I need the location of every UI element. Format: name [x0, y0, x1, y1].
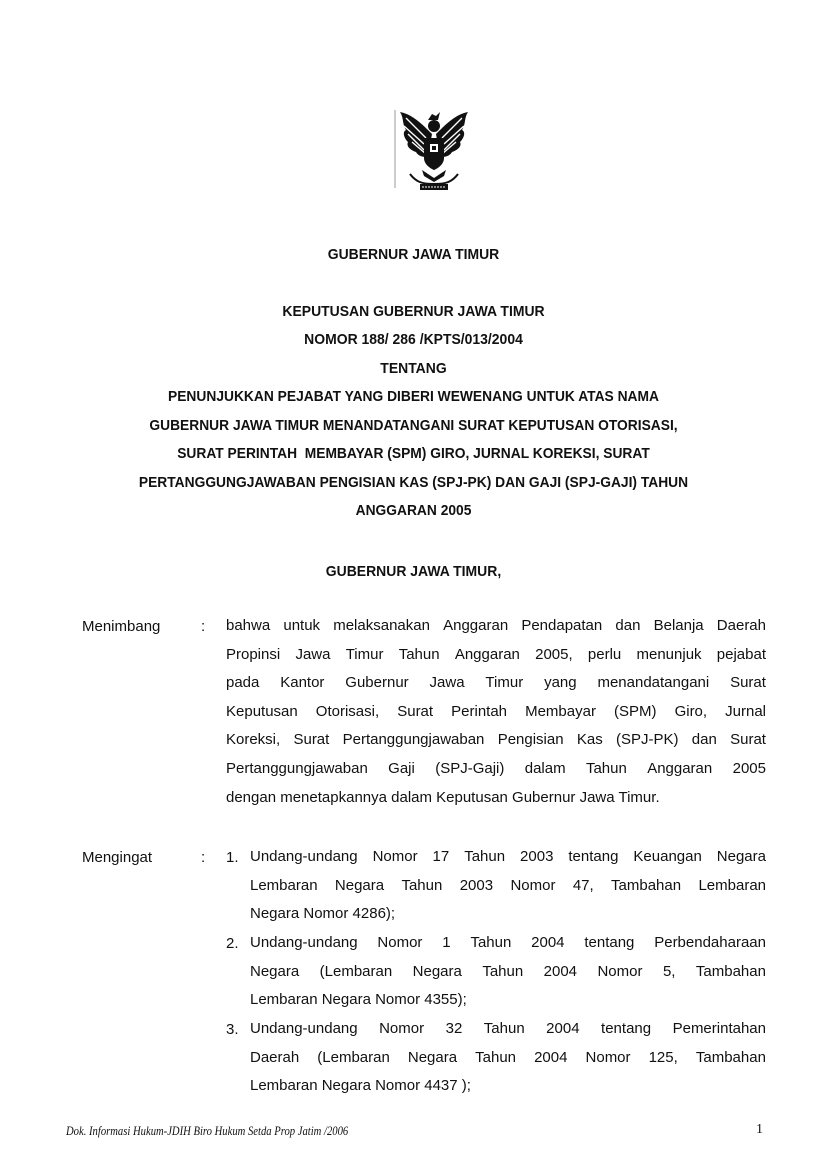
word: Undang-undang	[250, 1020, 358, 1037]
word: tentang	[584, 934, 635, 951]
list-item-line	[250, 1015, 766, 1044]
word: Lembaran	[698, 876, 766, 894]
list-item	[250, 1015, 766, 1101]
word: Tahun	[475, 1048, 517, 1066]
word: Perbendaharaan	[654, 934, 766, 951]
word: untuk	[283, 617, 321, 634]
list-item-line	[250, 843, 766, 872]
word: (SPJ-PK)	[616, 731, 679, 749]
word: Undang-undang	[250, 848, 358, 865]
issuer-heading: GUBERNUR JAWA TIMUR,	[325, 563, 502, 580]
word: 2003	[459, 876, 494, 894]
word: Membayar	[525, 702, 596, 720]
word: 2004	[543, 962, 578, 980]
word: Keputusan	[226, 702, 298, 720]
word: Kas	[576, 731, 603, 749]
list-item-line	[250, 929, 766, 958]
word: perlu	[587, 645, 622, 663]
list-item-number: 3.	[226, 1021, 239, 1038]
list-item	[250, 929, 766, 1015]
word: Negara	[334, 876, 385, 894]
menimbang-label: Menimbang	[82, 618, 161, 635]
word: Surat	[397, 702, 434, 720]
paragraph-line	[226, 698, 766, 727]
paragraph-line: dengan menetapkannya dalam Keputusan Gubernur Jawa Timur.	[226, 788, 660, 806]
word: Gaji	[388, 759, 415, 777]
word: Nomor	[379, 1020, 425, 1037]
list-item-line	[250, 1044, 766, 1073]
word: Tahun	[398, 645, 440, 663]
word: pejabat	[716, 645, 766, 663]
garuda-emblem-icon	[392, 104, 476, 192]
word: Gubernur	[345, 674, 409, 692]
paragraph-line	[226, 726, 766, 755]
decree-subject	[60, 383, 767, 526]
list-item-number: 1.	[226, 849, 239, 866]
word: Nomor	[585, 1048, 631, 1066]
word: melaksanakan	[333, 617, 430, 634]
list-item-line	[250, 872, 766, 901]
paragraph-line	[226, 669, 766, 698]
word: Pemerintahan	[672, 1020, 766, 1037]
word: Negara	[407, 1048, 458, 1066]
word: 2004	[531, 934, 565, 951]
list-item-number: 2.	[226, 935, 239, 952]
word: Surat	[730, 674, 766, 692]
word: Jawa	[295, 645, 331, 663]
about-heading: TENTANG	[380, 360, 447, 377]
word: Anggaran	[454, 645, 520, 663]
word: dalam	[524, 759, 566, 777]
page-number: 1	[756, 1122, 763, 1137]
word: Anggaran	[647, 759, 713, 777]
word: Belanja	[653, 617, 704, 634]
word: Nomor	[597, 962, 643, 980]
decree-title: KEPUTUSAN GUBERNUR JAWA TIMUR	[282, 303, 545, 320]
word: 2004	[546, 1020, 580, 1037]
word: 2005	[732, 759, 766, 777]
word: Negara	[250, 962, 300, 980]
word: dan	[691, 731, 717, 749]
word: Giro,	[674, 702, 708, 720]
word: Negara	[716, 848, 766, 865]
word: Timur	[345, 645, 384, 663]
word: Propinsi	[226, 645, 281, 663]
subject-line: PENUNJUKKAN PEJABAT YANG DIBERI WEWENANG UNTUK ATAS NAMA	[168, 388, 659, 405]
subject-line: SURAT PERINTAH MEMBAYAR (SPM) GIRO, JURNAL KOREKSI, SURAT	[177, 445, 650, 463]
word: Jurnal	[725, 702, 766, 720]
word: Kantor	[280, 674, 325, 692]
word: (SPJ-Gaji)	[435, 759, 505, 777]
mengingat-label: Mengingat	[82, 849, 153, 866]
subject-line: GUBERNUR JAWA TIMUR MENANDATANGANI SURAT KEPUTUSAN OTORISASI,	[149, 416, 678, 434]
list-item	[250, 843, 766, 929]
authority-heading: GUBERNUR JAWA TIMUR	[327, 246, 500, 263]
word: Anggaran	[443, 617, 509, 634]
decree-number: NOMOR 188/ 286 /KPTS/013/2004	[304, 331, 523, 348]
word: Tambahan	[695, 962, 766, 980]
word: Surat	[293, 731, 330, 749]
word: Negara	[412, 962, 462, 980]
list-item-line: Negara Nomor 4286);	[250, 905, 396, 923]
word: menunjuk	[636, 645, 702, 663]
word: 2005,	[535, 645, 573, 663]
word: Nomor	[372, 848, 418, 865]
word: (Lembaran	[317, 1048, 390, 1066]
menimbang-colon: :	[201, 618, 206, 635]
word: Pendapatan	[521, 617, 603, 634]
word: 1	[442, 934, 451, 951]
word: 32	[445, 1020, 463, 1037]
word: tentang	[601, 1020, 652, 1037]
word: Tahun	[585, 759, 627, 777]
word: Tahun	[483, 1020, 525, 1037]
word: Surat	[730, 731, 766, 749]
word: Perintah	[451, 702, 508, 720]
subject-line: ANGGARAN 2005	[355, 502, 472, 520]
word: Otorisasi,	[315, 702, 380, 720]
word: dan	[615, 617, 641, 634]
word: bahwa	[226, 617, 271, 634]
paragraph-line	[226, 641, 766, 670]
word: menandatangani	[597, 674, 710, 692]
mengingat-colon: :	[201, 849, 206, 866]
word: Nomor	[510, 876, 556, 894]
word: Tambahan	[611, 876, 682, 894]
word: 47,	[572, 876, 594, 894]
word: 125,	[648, 1048, 678, 1066]
word: (Lembaran	[319, 962, 393, 980]
paragraph-line	[226, 612, 766, 641]
word: Nomor	[377, 934, 423, 951]
word: Pengisian	[497, 731, 564, 749]
word: 17	[432, 848, 450, 865]
word: Daerah	[250, 1048, 300, 1066]
word: Pertanggungjawaban	[342, 731, 485, 749]
word: Pertanggungjawaban	[226, 759, 368, 777]
word: Tahun	[401, 876, 443, 894]
list-item-line: Lembaran Negara Nomor 4437 );	[250, 1077, 471, 1095]
word: 5,	[662, 962, 676, 980]
list-item-line	[250, 958, 766, 987]
word: Lembaran	[250, 876, 318, 894]
word: Daerah	[716, 617, 766, 634]
word: Timur	[485, 674, 524, 692]
word: 2003	[520, 848, 554, 865]
footer-source: Dok. Informasi Hukum-JDIH Biro Hukum Setda Prop Jatim /2006	[66, 1124, 349, 1138]
word: Undang-undang	[250, 934, 358, 951]
list-item-line: Lembaran Negara Nomor 4355);	[250, 991, 467, 1009]
word: tentang	[568, 848, 619, 865]
word: yang	[544, 674, 577, 692]
word: (SPM)	[614, 702, 657, 720]
word: Koreksi,	[226, 731, 281, 749]
word: 2004	[534, 1048, 568, 1066]
word: pada	[226, 674, 260, 692]
word: Keuangan	[633, 848, 702, 865]
menimbang-paragraph	[226, 612, 766, 812]
subject-line: PERTANGGUNGJAWABAN PENGISIAN KAS (SPJ-PK) DAN GAJI (SPJ-GAJI) TAHUN	[138, 473, 689, 491]
word: Tambahan	[695, 1048, 766, 1066]
word: Tahun	[464, 848, 506, 865]
paragraph-line	[226, 755, 766, 784]
word: Tahun	[482, 962, 524, 980]
word: Jawa	[429, 674, 465, 692]
word: Tahun	[470, 934, 512, 951]
